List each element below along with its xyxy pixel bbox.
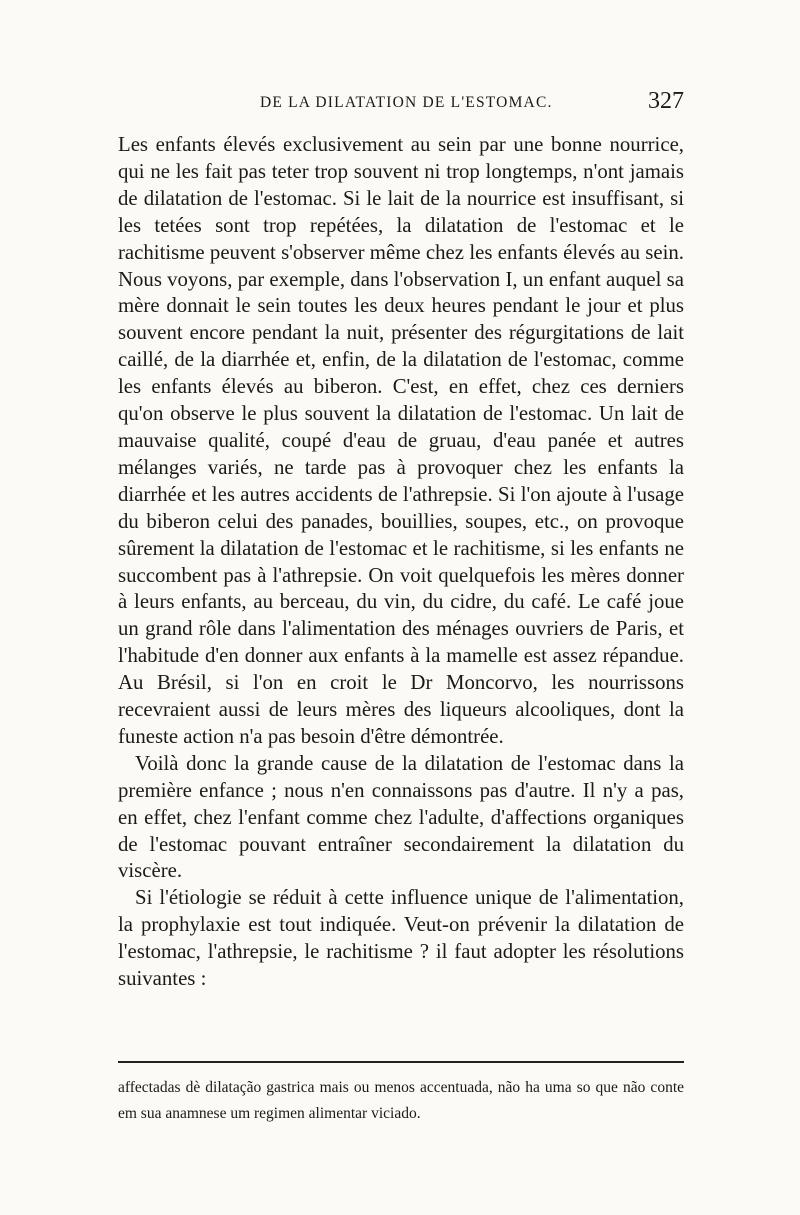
main-text — [118, 132, 684, 993]
paragraph-1: Les enfants élevés exclusivement au sein par une bonne nourrice, qui ne les fait pas teter trop souvent ni trop longtemps, n'ont jamais de dilatation de l'estomac. Si le lait de la nourrice est insuffisant, si les tetées sont trop repétées, la dilatation de l'estomac et le rachitisme peuvent s'observer même chez les enfants élevés au sein. Nous voyons, par exemple, dans l'observation I, un enfant auquel sa mère donnait le sein toutes les deux heures pendant le jour et plus souvent encore pendant la nuit, présenter des régurgitations de lait caillé, de la diarrhée et, enfin, de la dilatation de l'estomac, comme les enfants élevés au biberon. C'est, en effet, chez ces derniers qu'on observe le plus souvent la dilatation de l'estomac. Un lait de mauvaise qualité, coupé d'eau de gruau, d'eau panée et autres mélanges variés, ne tarde pas à provoquer chez les enfants la diarrhée et les autres accidents de l'athrepsie. Si l'on ajoute à l'usage du biberon celui des panades, bouillies, soupes, etc., on provoque sûrement la dilatation de l'estomac et le rachitisme, si les enfants ne succombent pas à l'athrepsie. On voit quelquefois les mères donner à leurs enfants, au berceau, du vin, du cidre, du café. Le café joue un grand rôle dans l'alimentation des ménages ouvriers de Paris, et l'habitude d'en donner aux enfants à la mamelle est assez répandue. Au Brésil, si l'on en croit le Dr Moncorvo, les nourrissons recevraient aussi de leurs mères des liqueurs alcooliques, dont la funeste action n'a pas besoin d'être démontrée. — [118, 133, 684, 748]
page-number: 327 — [648, 88, 684, 114]
running-title: DE LA DILATATION DE L'ESTOMAC. — [260, 94, 553, 111]
footnote: affectadas dè dilatação gastrica mais ou menos accentuada, não ha uma so que não conte em sua anamnese um regimen alimentar viciado. — [118, 1079, 684, 1122]
paragraph-2: Voilà donc la grande cause de la dilatation de l'estomac dans la première enfance ; nous n'en connaissons pas d'autre. Il n'y a pas, en effet, chez l'enfant comme chez l'adulte, d'affections organiques de l'estomac pouvant entraîner secondairement la dilatation du viscère. — [118, 751, 684, 883]
running-header — [118, 88, 684, 118]
paragraph-3: Si l'étiologie se réduit à cette influence unique de l'alimentation, la prophylaxie est tout indiquée. Veut-on prévenir la dilatation de l'estomac, l'athrepsie, le rachitisme ? il faut adopter les résolutions suivantes : — [118, 886, 684, 991]
footnote-divider — [118, 1061, 684, 1063]
